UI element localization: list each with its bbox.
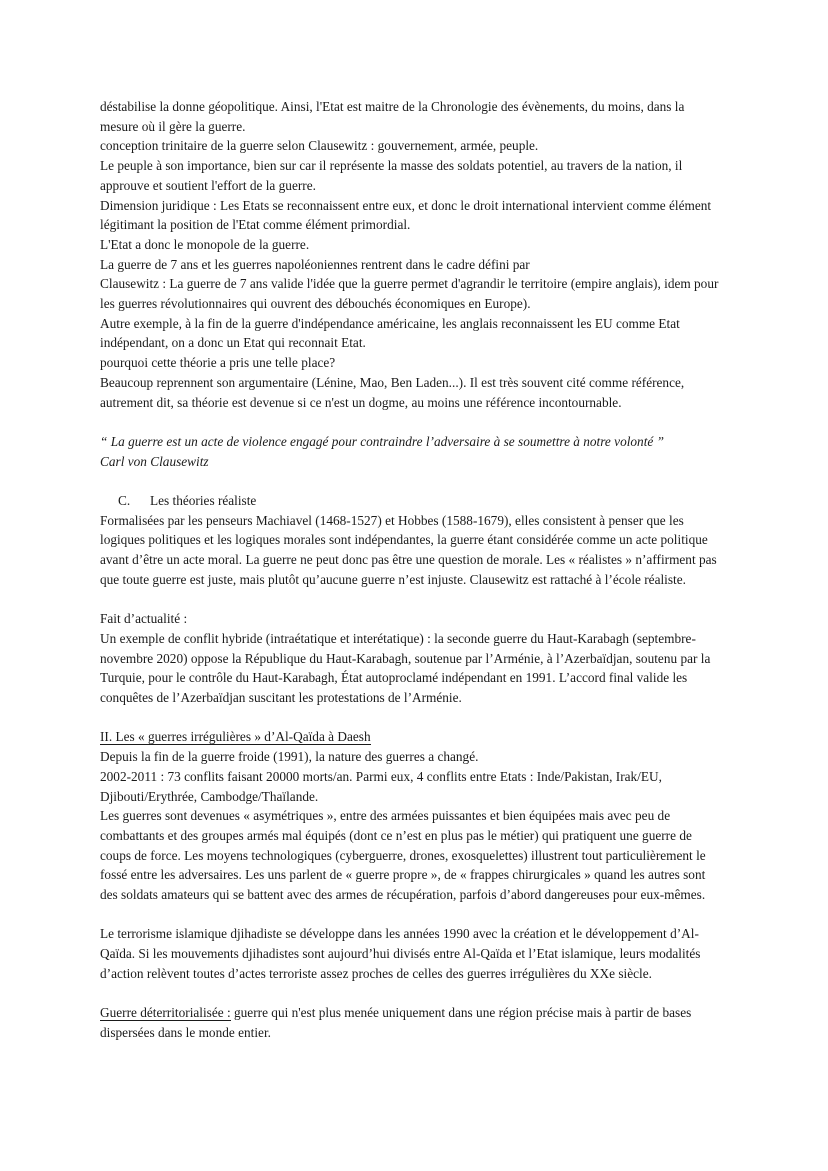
section-ii-heading: II. Les « guerres irrégulières » d’Al-Qaïda à Daesh [100,729,371,745]
text-line: L'Etat a donc le monopole de la guerre. [100,236,310,252]
text-line: Beaucoup reprennent son argumentaire (Lénine, Mao, Ben Laden...). Il est très souvent cité comme référence, [100,374,685,390]
text-line: conception trinitaire de la guerre selon Clausewitz : gouvernement, armée, peuple. [100,138,539,154]
text-line: dispersées dans le monde entier. [100,1024,271,1040]
clausewitz-quote [100,432,728,471]
text-line: Les guerres sont devenues « asymétriques », entre des armées puissantes et bien équipées mais avec peu de [100,808,671,824]
fait-actualite [100,609,728,708]
text-line: coups de force. Les moyens technologiques (cyberguerre, drones, exosquelettes) illustrent tout particulièrement le [100,847,706,863]
quote-text: “ La guerre est un acte de violence engagé pour contraindre l’adversaire à se soumettre à notre volonté ” [100,433,665,449]
definition-deterritorialisee [100,1003,728,1042]
text-line: les guerres révolutionnaires qui ouvrent des débouchés économiques en Europe). [100,296,531,312]
text-line: novembre 2020) oppose la République du Haut-Karabagh, soutenue par l’Arménie, à l’Azerbaïdjan, soutenu par la [100,650,711,666]
definition-line [100,1003,728,1023]
text-line: Turquie, pour le contrôle du Haut-Karabagh, État autoproclamé indépendant en 1991. L’accord final valide les [100,670,688,686]
text-line: autrement dit, sa théorie est devenue si ce n'est un dogme, au moins une référence incontournable. [100,394,622,410]
text-line: Un exemple de conflit hybride (intraétatique et interétatique) : la seconde guerre du Haut-Karabagh (septembre- [100,630,696,646]
text-line: indépendant, on a donc un Etat qui reconnait Etat. [100,335,366,351]
text-line: Le peuple à son importance, bien sur car il représente la masse des soldats potentiel, au travers de la nation, il [100,158,683,174]
text-line: Dimension juridique : Les Etats se reconnaissent entre eux, et donc le droit international intervient comme élément [100,197,712,213]
text-line: Autre exemple, à la fin de la guerre d'indépendance américaine, les anglais reconnaissent les EU comme Etat [100,315,680,331]
text-line: Depuis la fin de la guerre froide (1991), la nature des guerres a changé. [100,749,479,765]
definition-term: Guerre déterritorialisée : [100,1005,231,1021]
section-c [100,491,728,590]
paragraph-terrorisme [100,924,728,983]
text-line: Qaïda. Si les mouvements djihadistes sont aujourd’hui divisés entre Al-Qaïda et l’Etat islamique, leurs modalités [100,946,701,962]
text-line: conquêtes de l’Azerbaïdjan suscitant les protestations de l’Arménie. [100,690,462,706]
text-line: que toute guerre est juste, mais plutôt qu’aucune guerre n’est injuste. Clausewitz est rattaché à l’école réaliste. [100,571,686,587]
text-line: approuve et soutient l'effort de la guerre. [100,177,316,193]
text-line: d’action relèvent toutes d’actes terroriste assez proches de celles des guerres irrégulières du XXe siècle. [100,965,652,981]
section-c-letter: C. [118,493,131,509]
fait-actualite-title: Fait d’actualité : [100,611,188,627]
quote-author: Carl von Clausewitz [100,453,209,469]
section-c-title: Les théories réaliste [150,493,257,509]
paragraph-clausewitz-state [100,97,728,412]
text-line: légitimant la position de l'Etat comme élément primordial. [100,217,411,233]
text-line: pourquoi cette théorie a pris une telle place? [100,355,336,371]
text-line: avant d’être un acte moral. La guerre ne peut donc pas être une question de morale. Les « réalistes » n’affirment pas [100,552,717,568]
text-line: Clausewitz : La guerre de 7 ans valide l'idée que la guerre permet d'agrandir le territoire (empire anglais), idem pour [100,276,719,292]
text-line: logiques politiques et les logiques morales sont indépendantes, la guerre étant considérée comme un acte politique [100,532,708,548]
section-ii-heading-row [100,727,728,747]
text-line: Djibouti/Erythrée, Cambodge/Thaïlande. [100,788,319,804]
text-line: Le terrorisme islamique djihadiste se développe dans les années 1990 avec la création et le développement d’Al- [100,926,699,942]
text-line: mesure où il gère la guerre. [100,118,246,134]
text-line: La guerre de 7 ans et les guerres napoléoniennes rentrent dans le cadre défini par [100,256,530,272]
text-line: 2002-2011 : 73 conflits faisant 20000 morts/an. Parmi eux, 4 conflits entre Etats : Inde/Pakistan, Irak/EU, [100,768,662,784]
text-line: Formalisées par les penseurs Machiavel (1468-1527) et Hobbes (1588-1679), elles consistent à penser que les [100,512,684,528]
section-c-heading [100,491,728,511]
text-line: combattants et des groupes armés mal équipés (dont ce n’est en plus pas le métier) qui pratiquent une guerre de [100,827,692,843]
text-line: des soldats amateurs qui se battent avec des armes de récupération, parfois d’abord dangereuses pour eux-mêmes. [100,887,706,903]
definition-text: guerre qui n'est plus menée uniquement dans une région précise mais à partir de bases [230,1005,692,1021]
text-line: fossé entre les adversaires. Les uns parlent de « guerre propre », de « frappes chirurgicales » quand les autres sont [100,867,706,883]
section-ii [100,727,728,904]
text-line: déstabilise la donne géopolitique. Ainsi, l'Etat est maitre de la Chronologie des évènements, du moins, dans la [100,99,685,114]
